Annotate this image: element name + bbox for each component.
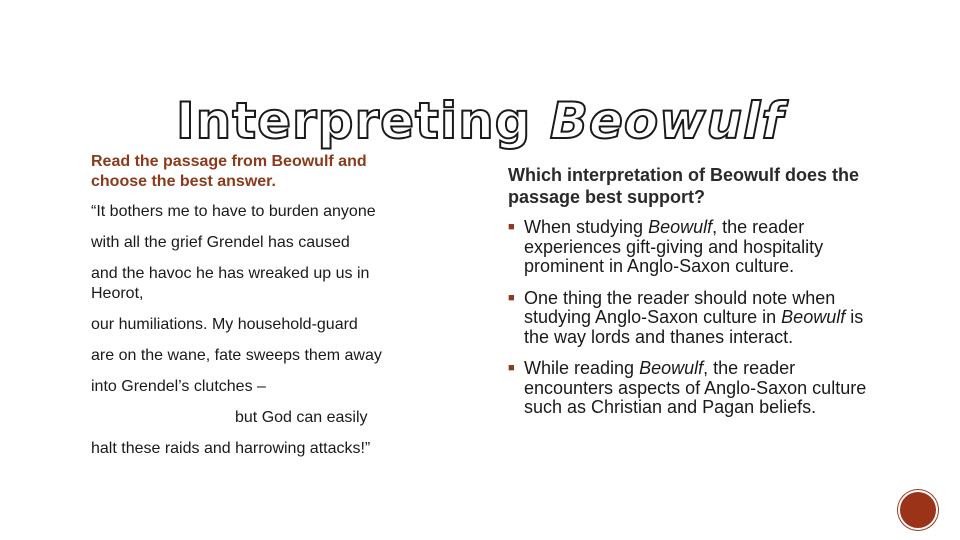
option-text: When studying	[524, 217, 649, 237]
square-bullet-icon: ■	[508, 291, 515, 304]
passage-intro: Read the passage from Beowulf and choose the best answer.	[91, 153, 367, 190]
question-prompt: Which interpretation of Beowulf does the passage best support?	[508, 165, 859, 207]
title-prefix: Interpreting	[176, 91, 532, 150]
passage-line: our humiliations. My household-guard	[91, 316, 358, 333]
option-text: is the way lords and thanes interact.	[524, 307, 864, 347]
passage-line: into Grendel’s clutches –	[91, 378, 266, 395]
square-bullet-icon: ■	[508, 221, 515, 233]
answer-option-3[interactable]	[508, 359, 878, 418]
passage-panel	[91, 152, 421, 470]
passage-line: but God can easily	[235, 409, 368, 426]
passage-line: and the havoc he has wreaked up us in Heorot,	[91, 265, 370, 302]
option-text: While reading	[524, 358, 640, 378]
square-bullet-icon: ■	[508, 362, 515, 374]
option-italic: Beowulf	[648, 217, 713, 237]
passage-line: “It bothers me to have to burden anyone	[91, 203, 376, 220]
answer-option-2[interactable]	[508, 289, 878, 348]
option-italic: Beowulf	[639, 358, 704, 378]
title-italic: Beowulf	[549, 91, 784, 150]
slide-title	[0, 92, 960, 150]
passage-line: are on the wane, fate sweeps them away	[91, 347, 382, 364]
option-text: , the reader experiences gift-giving and hospitality prominent in Anglo-Saxon culture.	[524, 217, 824, 276]
option-text: , the reader encounters aspects of Anglo-Saxon culture such as Christian and Pagan beliefs.	[524, 358, 867, 417]
passage-line: halt these raids and harrowing attacks!”	[91, 440, 371, 457]
option-text: One thing the reader should note when studying Anglo-Saxon culture in	[524, 287, 836, 327]
answer-option-1[interactable]	[508, 218, 878, 277]
question-panel	[508, 164, 878, 430]
passage-line: with all the grief Grendel has caused	[91, 234, 350, 251]
option-italic: Beowulf	[781, 307, 846, 327]
slide-number-badge	[898, 490, 938, 530]
